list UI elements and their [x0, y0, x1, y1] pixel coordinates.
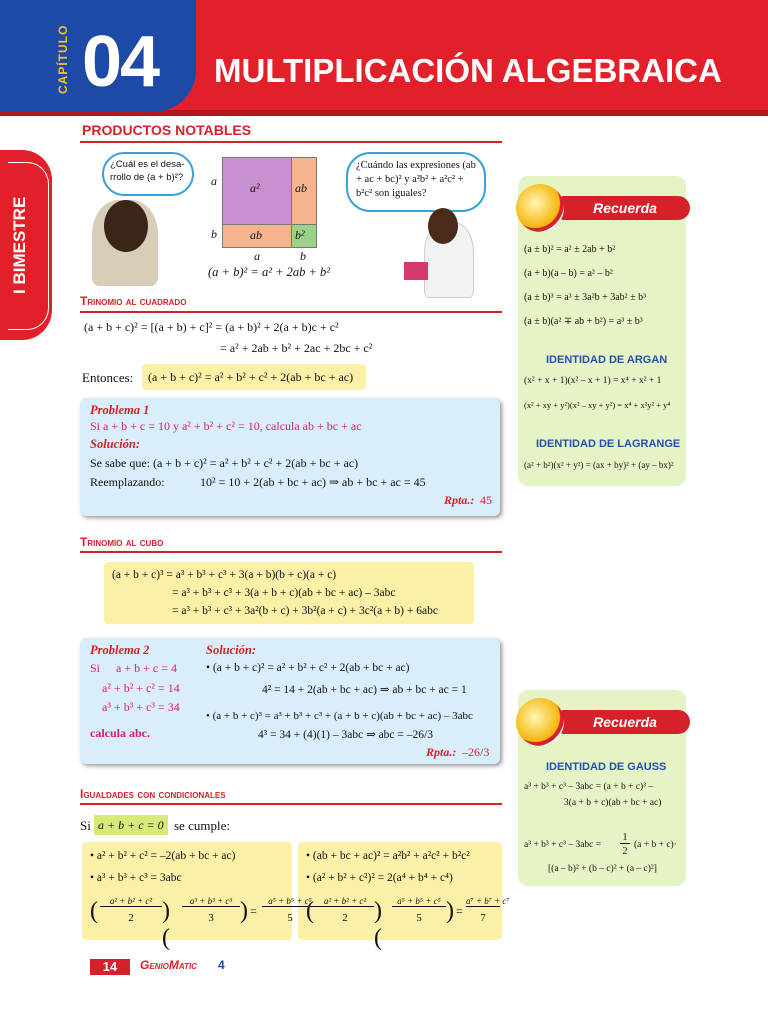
trinomio-cubo-line3: = a³ + b³ + c³ + 3a²(b + c) + 3b²(a + c) + 3c²(a + b) + 6abc [172, 605, 438, 617]
section-heading-trinomio-cuadrado: Trinomio al cuadrado [80, 294, 187, 308]
entonces-formula: (a + b + c)² = a² + b² + c² + 2(ab + bc + ac) [142, 364, 366, 390]
gauss-line4: [(a – b)² + (b – c)² + (a – c)²] [548, 864, 657, 874]
igualdades-se-cumple: se cumple: [174, 818, 230, 833]
gauss-line3-pre: a³ + b³ + c³ – 3abc = [524, 840, 602, 850]
problema2-solucion-label: Solución: [206, 643, 257, 657]
frac-right-n2: a⁵ + b⁵ + c⁵ [392, 896, 446, 907]
problema2-cond2: a² + b² + c² = 14 [102, 681, 180, 695]
entonces-label: Entonces: [82, 370, 134, 385]
gauss-frac-den: 2 [622, 846, 628, 857]
identity-binomial: (a + b)² = a² + 2ab + b² [208, 265, 331, 279]
chapter-number: 04 [82, 22, 159, 102]
recuerda-label-2: Recuerda [560, 710, 690, 734]
argan-1: (x² + x + 1)(x² – x + 1) = x⁴ + x² + 1 [524, 376, 662, 386]
recuerda1-f4: (a ± b)(a² ∓ ab + b²) = a³ ± b³ [524, 316, 643, 327]
problema2-step2: 4² = 14 + 2(ab + bc + ac) ⇒ ab + bc + ac = 1 [262, 684, 467, 696]
frac-left-n1: a² + b² + c² [100, 896, 162, 907]
student-hair-left [104, 200, 148, 252]
lightbulb-icon [516, 698, 564, 746]
heading-rule [80, 311, 502, 313]
problema1-title: Problema 1 [90, 403, 150, 417]
label-a2: a² [250, 181, 260, 195]
trinomio-cubo-line2: = a³ + b³ + c³ + 3(a + b + c)(ab + bc + ac) – 3abc [172, 587, 396, 599]
igualdad-left-2: • a³ + b³ + c³ = 3abc [90, 872, 182, 884]
problema1-statement: Si a + b + c = 10 y a² + b² + c² = 10, calcula ab + bc + ac [90, 419, 362, 433]
argan-2: (x² + xy + y²)(x² – xy + y²) = x⁴ + x²y² + y⁴ [524, 400, 671, 410]
problema1-rpta-value: 45 [480, 493, 492, 507]
problema1-solucion-label: Solución: [90, 437, 141, 451]
recuerda1-f1: (a ± b)² = a² ± 2ab + b² [524, 244, 616, 255]
frac-left-d1: 2 [128, 912, 134, 924]
problema2-title: Problema 2 [90, 643, 150, 657]
label-a-left: a [211, 174, 217, 188]
lagrange-formula: (a² + b²)(x² + y²) = (ax + by)² + (ay – bx)² [524, 460, 674, 470]
bimestre-label: I BIMESTRE [10, 196, 29, 294]
speech-bubble-left: ¿Cuál es el desa-rrollo de (a + b)²? [102, 152, 194, 196]
problema1-line2-label: Reemplazando: [90, 475, 165, 489]
heading-rule [80, 551, 502, 553]
gauss-line3-post: (a + b + c)· [634, 840, 677, 850]
problema2-rpta-label: Rpta.: [426, 745, 457, 759]
problema2-si: Si [90, 661, 101, 675]
problema2-calcula: calcula abc. [90, 726, 150, 740]
chapter-label: CAPÍTULO [56, 24, 70, 94]
frac-left-d2: 3 [208, 912, 214, 924]
frac-right-d1: 2 [342, 912, 348, 924]
frac-right-d2: 5 [416, 912, 422, 924]
problema2-step3: • (a + b + c)³ = a³ + b³ + c³ + (a + b + c)(ab + bc + ac) – 3abc [206, 710, 473, 722]
gauss-line1: a³ + b³ + c³ – 3abc = (a + b + c)³ – [524, 782, 654, 792]
problema1-line2: 10² = 10 + 2(ab + bc + ac) ⇒ ab + bc + ac = 45 [200, 475, 426, 489]
frac-right-n3: a⁷ + b⁷ + c⁷ [466, 896, 510, 906]
frac-left-n2: a³ + b³ + c³ [182, 896, 240, 907]
gauss-line2: 3(a + b + c)(ab + bc + ac) [564, 798, 662, 808]
label-b-bottom: b [300, 249, 306, 263]
problema1-line1: Se sabe que: (a + b + c)² = a² + b² + c² + 2(ab + bc + ac) [90, 456, 359, 470]
gauss-title: IDENTIDAD DE GAUSS [546, 761, 667, 773]
trinomio-cuadrado-line1: (a + b + c)² = [(a + b) + c]² = (a + b)² + 2(a + b)c + c² [84, 320, 339, 334]
frac-right-n1: a² + b² + c² [316, 896, 374, 907]
section-heading-productos: PRODUCTOS NOTABLES [82, 122, 252, 138]
heading-rule [80, 803, 502, 805]
igualdades-condition: a + b + c = 0 [94, 815, 168, 835]
frac-left-n3: a⁵ + b⁵ + c⁵ [262, 896, 318, 907]
footer-brand: GenioMatic [140, 958, 197, 972]
section-heading-trinomio-cubo: Trinomio al cubo [80, 535, 164, 549]
frac-right-d3: 7 [480, 912, 486, 924]
problema1-rpta-label: Rpta.: [444, 493, 475, 507]
section-heading-igualdades: Igualdades con condicionales [80, 787, 226, 801]
argan-title: IDENTIDAD DE ARGAN [546, 354, 668, 366]
page-number: 14 [90, 959, 130, 975]
frac-left-d3: 5 [287, 912, 293, 924]
page-title: MULTIPLICACIÓN ALGEBRAICA [214, 52, 722, 89]
student-hair-right [428, 208, 458, 244]
speech-bubble-right: ¿Cuándo las expresiones (ab + ac + bc)² y a²b² + a²c² + b²c² son iguales? [346, 152, 486, 212]
igualdad-left-1: • a² + b² + c² = –2(ab + bc + ac) [90, 850, 236, 862]
problema2-step4: 4³ = 34 + (4)(1) – 3abc ⇒ abc = –26/3 [258, 729, 433, 741]
recuerda1-f3: (a ± b)³ = a³ ± 3a²b + 3ab² ± b³ [524, 292, 647, 303]
igualdades-si: Si [80, 818, 91, 833]
label-a-bottom: a [254, 249, 260, 263]
label-b2: b² [295, 228, 305, 242]
label-ab-top: ab [295, 181, 307, 195]
igualdad-right-2: • (a² + b² + c²)² = 2(a⁴ + b⁴ + c⁴) [306, 872, 453, 884]
heading-rule [80, 141, 502, 143]
problema2-cond1: a + b + c = 4 [116, 661, 177, 675]
gauss-frac-num: 1 [620, 832, 630, 844]
problema2-cond3: a³ + b³ + c³ = 34 [102, 700, 180, 714]
recuerda-label-1: Recuerda [560, 196, 690, 220]
trinomio-cuadrado-line2: = a² + 2ab + b² + 2ac + 2bc + c² [220, 341, 373, 355]
label-b-left: b [211, 227, 217, 241]
recuerda1-f2: (a + b)(a – b) = a² – b² [524, 268, 613, 279]
problema2-rpta-value: –26/3 [462, 745, 490, 759]
problema2-step1: • (a + b + c)² = a² + b² + c² + 2(ab + bc + ac) [206, 662, 410, 674]
lightbulb-icon [516, 184, 564, 232]
student-book-icon [404, 262, 428, 280]
footer-brand-number: 4 [218, 958, 225, 972]
igualdad-right-1: • (ab + bc + ac)² = a²b² + a²c² + b²c² [306, 850, 470, 862]
trinomio-cubo-line1: (a + b + c)³ = a³ + b³ + c³ + 3(a + b)(b + c)(a + c) [112, 569, 337, 581]
label-ab-bottom: ab [250, 228, 262, 242]
lagrange-title: IDENTIDAD DE LAGRANGE [536, 438, 681, 450]
